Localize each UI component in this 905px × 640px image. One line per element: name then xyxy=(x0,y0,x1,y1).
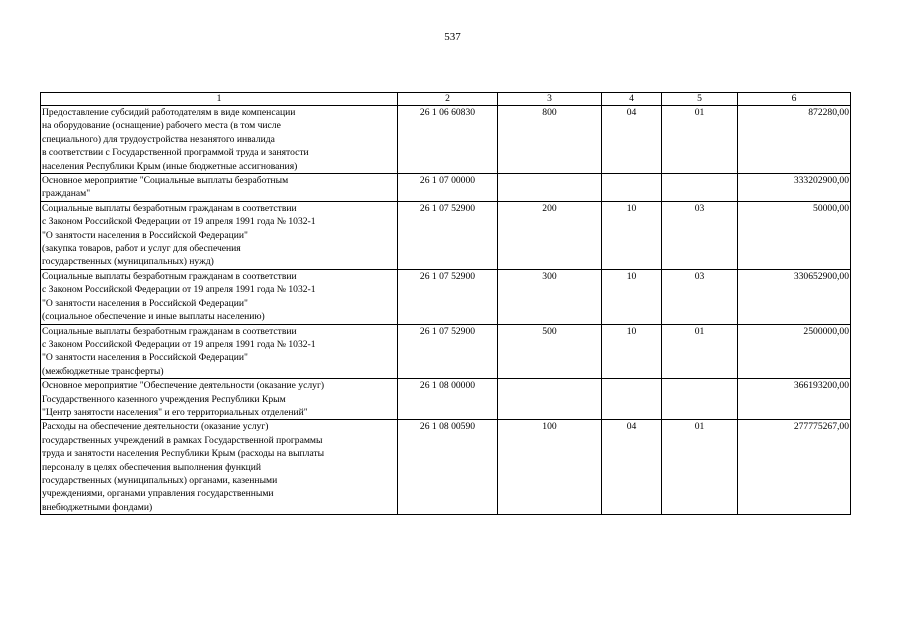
column-header-5: 5 xyxy=(662,93,738,106)
row-expense-type: 500 xyxy=(498,324,602,379)
row-amount: 330652900,00 xyxy=(738,269,851,324)
table-row xyxy=(41,324,851,379)
row-amount: 50000,00 xyxy=(738,201,851,269)
row-target-code: 26 1 06 60830 xyxy=(398,106,498,174)
row-description: Предоставление субсидий работодателям в виде компенсации на оборудование (оснащение) рабочего места (в том числе специального) для трудоустройства незанятого инвалида в соответствии с Государственной программой труда и занятости населения Республики Крым (иные бюджетные ассигнования) xyxy=(41,106,398,174)
row-section: 10 xyxy=(602,324,662,379)
row-subsection xyxy=(662,174,738,202)
row-expense-type: 300 xyxy=(498,269,602,324)
row-expense-type: 200 xyxy=(498,201,602,269)
row-expense-type xyxy=(498,174,602,202)
row-target-code: 26 1 07 52900 xyxy=(398,269,498,324)
row-description: Основное мероприятие "Обеспечение деятельности (оказание услуг) Государственного казенного учреждения Республики Крым "Центр занятости населения" и его территориальных отделений" xyxy=(41,379,398,420)
row-subsection: 01 xyxy=(662,324,738,379)
row-description: Расходы на обеспечение деятельности (оказание услуг) государственных учреждений в рамках Государственной программы труда и занятости населения Республики Крым (расходы на выплаты персоналу в целях обеспечения выполнения функций государственных (муниципальных) органами, казенными учреждениями, органами управления государственными внебюджетными фондами) xyxy=(41,420,398,515)
column-header-3: 3 xyxy=(498,93,602,106)
row-subsection: 01 xyxy=(662,420,738,515)
row-subsection: 03 xyxy=(662,269,738,324)
row-subsection: 01 xyxy=(662,106,738,174)
table-row xyxy=(41,269,851,324)
row-expense-type xyxy=(498,379,602,420)
column-header-4: 4 xyxy=(602,93,662,106)
row-section: 04 xyxy=(602,420,662,515)
budget-table xyxy=(40,92,851,515)
row-subsection xyxy=(662,379,738,420)
row-expense-type: 800 xyxy=(498,106,602,174)
row-target-code: 26 1 07 52900 xyxy=(398,324,498,379)
row-target-code: 26 1 08 00590 xyxy=(398,420,498,515)
table-row xyxy=(41,201,851,269)
table-row xyxy=(41,379,851,420)
row-section xyxy=(602,379,662,420)
column-header-1: 1 xyxy=(41,93,398,106)
row-amount: 333202900,00 xyxy=(738,174,851,202)
row-section: 10 xyxy=(602,269,662,324)
page-number: 537 xyxy=(444,31,461,43)
row-description: Социальные выплаты безработным гражданам в соответствии с Законом Российской Федерации от 19 апреля 1991 года № 1032-1 "О занятости населения в Российской Федерации" (социальное обеспечение и иные выплаты населению) xyxy=(41,269,398,324)
column-header-6: 6 xyxy=(738,93,851,106)
row-amount: 277775267,00 xyxy=(738,420,851,515)
column-header-2: 2 xyxy=(398,93,498,106)
row-section xyxy=(602,174,662,202)
row-target-code: 26 1 08 00000 xyxy=(398,379,498,420)
row-target-code: 26 1 07 52900 xyxy=(398,201,498,269)
row-expense-type: 100 xyxy=(498,420,602,515)
row-description: Основное мероприятие "Социальные выплаты безработным гражданам" xyxy=(41,174,398,202)
row-amount: 366193200,00 xyxy=(738,379,851,420)
row-target-code: 26 1 07 00000 xyxy=(398,174,498,202)
table-row xyxy=(41,106,851,174)
row-amount: 2500000,00 xyxy=(738,324,851,379)
row-description: Социальные выплаты безработным гражданам в соответствии с Законом Российской Федерации от 19 апреля 1991 года № 1032-1 "О занятости населения в Российской Федерации" (закупка товаров, работ и услуг для обеспечения государственных (муниципальных) нужд) xyxy=(41,201,398,269)
row-amount: 872280,00 xyxy=(738,106,851,174)
table-row xyxy=(41,174,851,202)
row-section: 04 xyxy=(602,106,662,174)
table-header-row xyxy=(41,93,851,106)
row-subsection: 03 xyxy=(662,201,738,269)
row-section: 10 xyxy=(602,201,662,269)
table-row xyxy=(41,420,851,515)
row-description: Социальные выплаты безработным гражданам в соответствии с Законом Российской Федерации от 19 апреля 1991 года № 1032-1 "О занятости населения в Российской Федерации" (межбюджетные трансферты) xyxy=(41,324,398,379)
